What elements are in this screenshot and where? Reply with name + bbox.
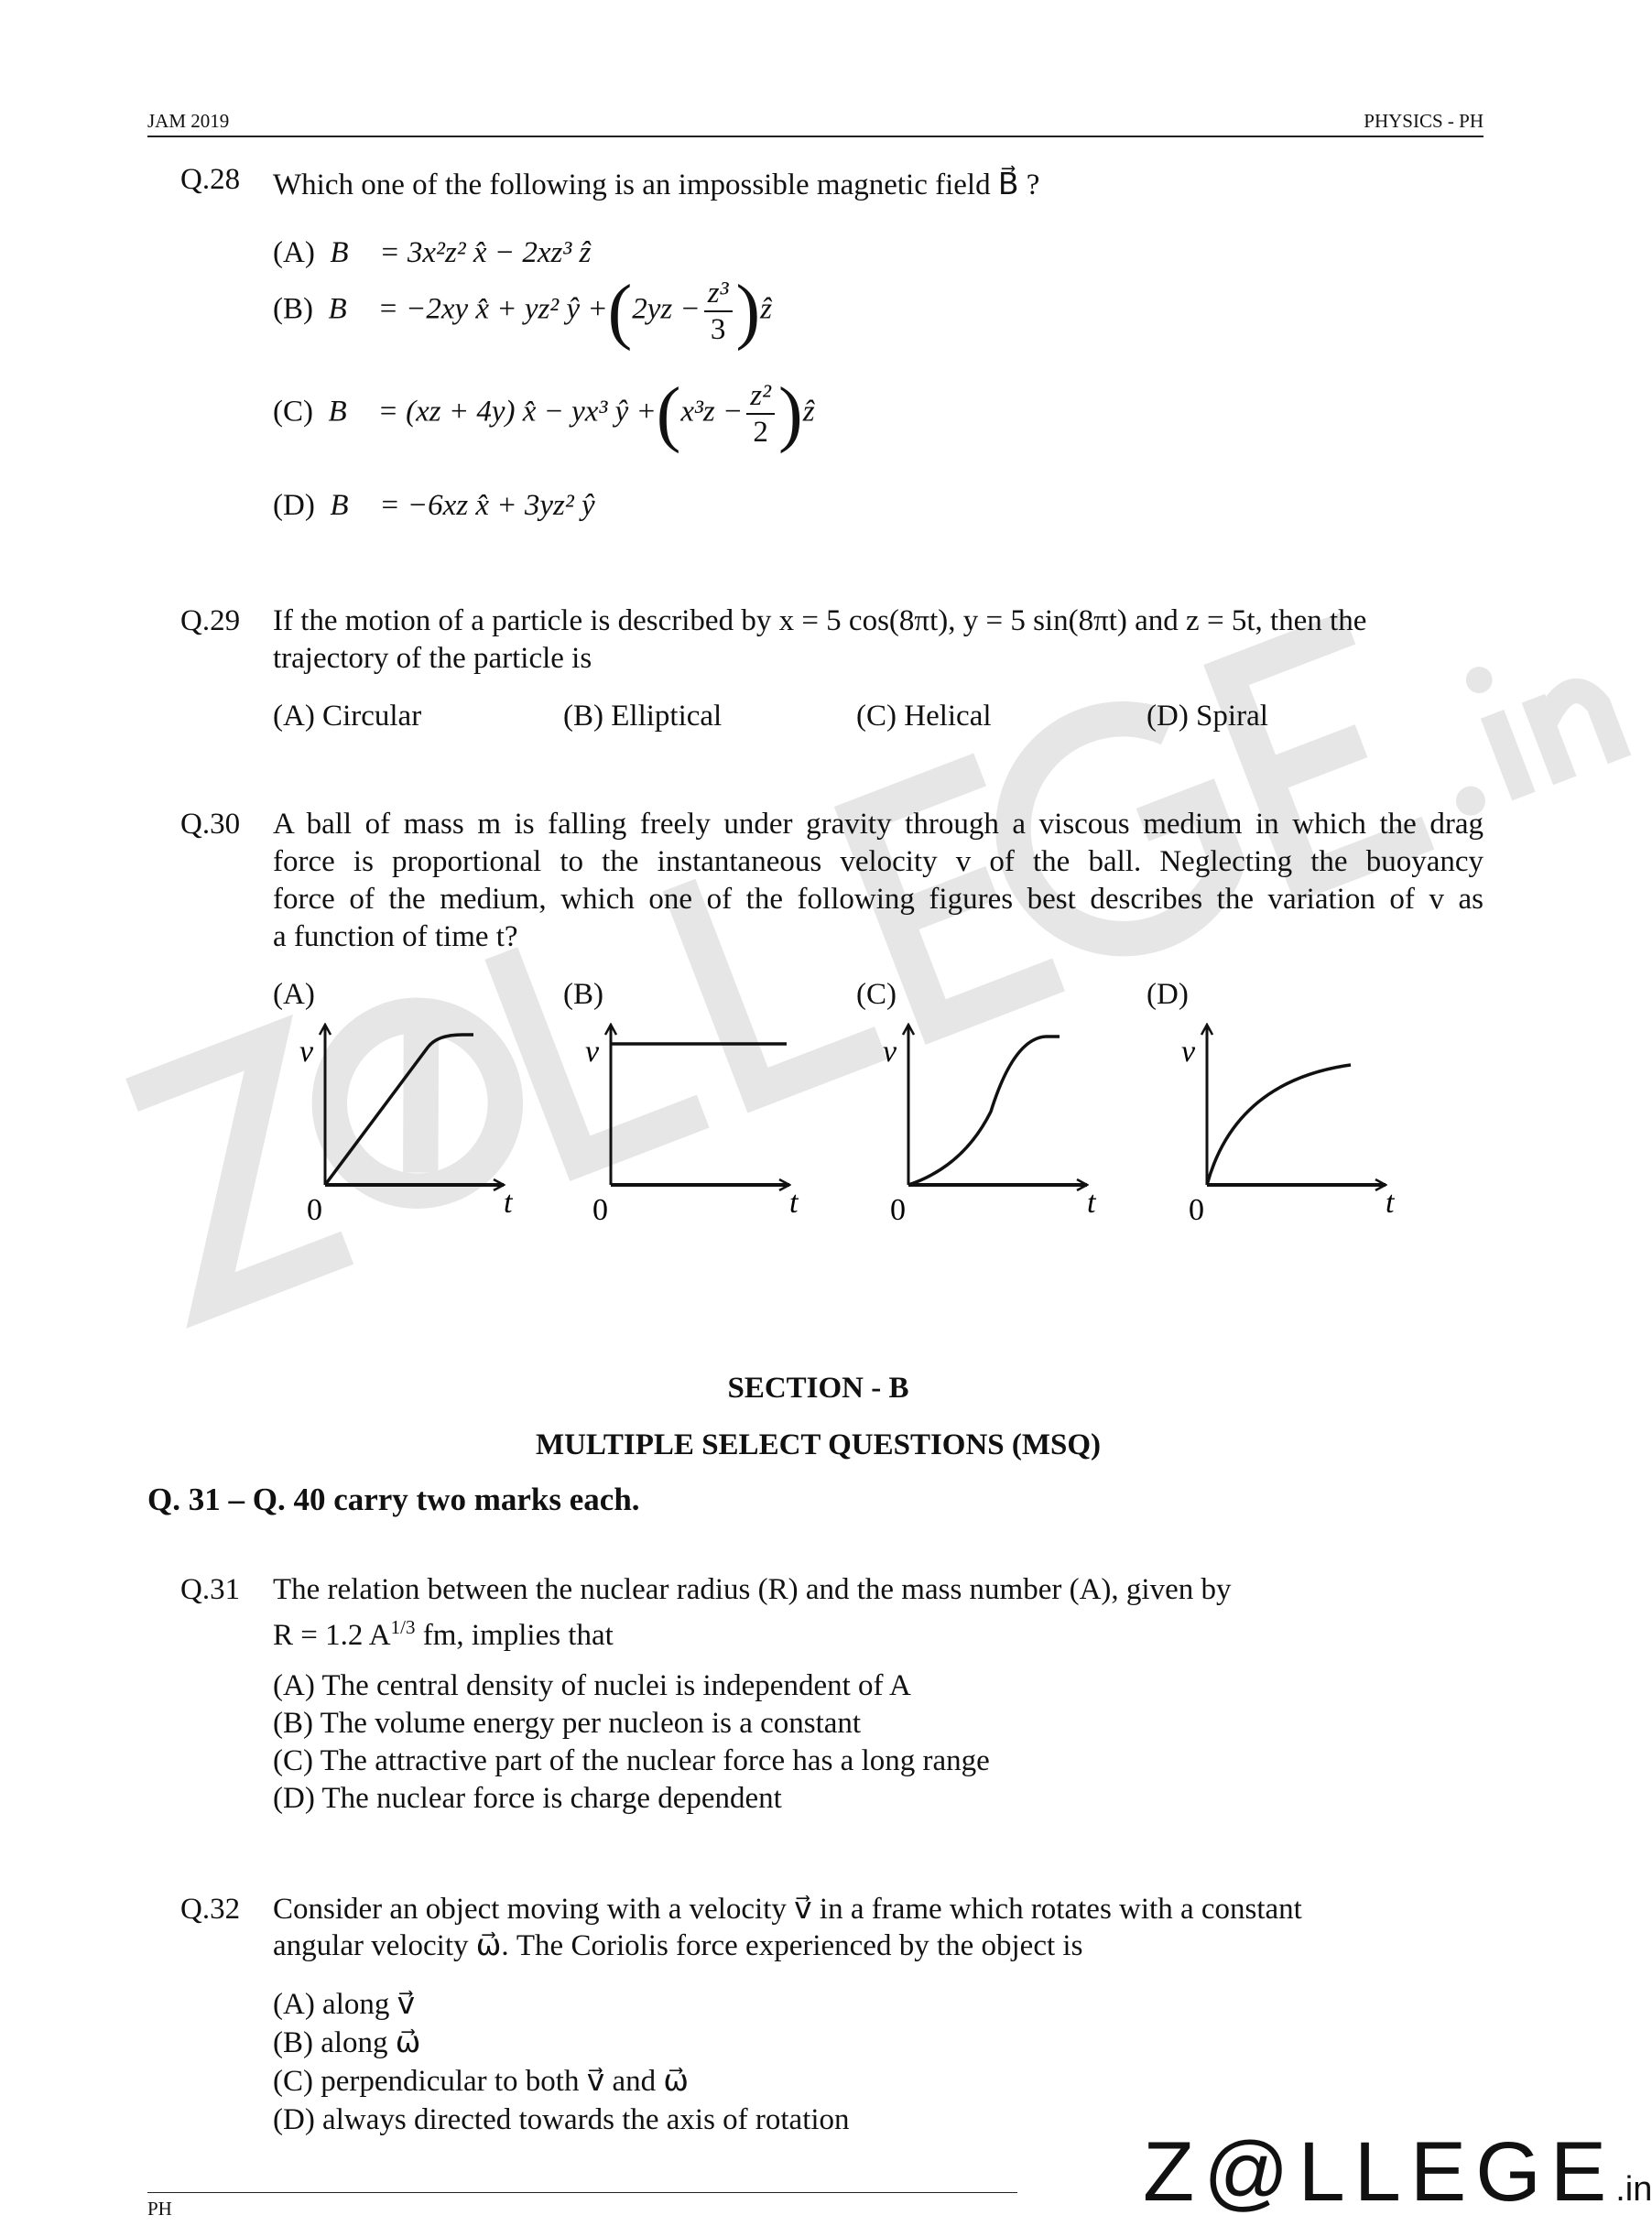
q30-graph-c-label: (C) [856,978,897,1011]
q32-option-b: (B) along ω⃗ [273,2026,421,2059]
q29-option-c: (C) Helical [856,700,992,733]
graph-d-xlabel: t [1386,1186,1395,1220]
q30-number: Q.30 [180,808,241,841]
header-exam: JAM 2019 [147,110,230,132]
q32-number: Q.32 [180,1893,241,1926]
q28-text: Which one of the following is an impossible magnetic field B⃗ ? [273,168,1040,201]
q31-option-d: (D) The nuclear force is charge dependent [273,1782,782,1815]
graph-b-xlabel: t [789,1186,799,1220]
q29-line2: trajectory of the particle is [273,642,592,675]
q29-option-b: (B) Elliptical [563,700,723,733]
graph-d-curve [1207,1065,1351,1185]
q32-option-d: (D) always directed towards the axis of rotation [273,2103,850,2136]
q30-graphs [275,1016,1557,1245]
header-divider [147,136,1484,137]
q29-number: Q.29 [180,604,241,637]
q30-graph-d-label: (D) [1147,978,1189,1011]
watermark-letter-n [1533,678,1619,781]
q28-option-a: (A) B⃗ = 3x²z² x̂ − 2xz³ ẑ [273,236,592,269]
section-subtitle: MULTIPLE SELECT QUESTIONS (MSQ) [535,1428,1102,1461]
section-title: SECTION - B [727,1372,909,1405]
graph-c-ylabel: v [883,1035,897,1069]
watermark-i-dot [1462,663,1496,697]
graph-c-curve [908,1037,1060,1185]
q30-graph-b-label: (B) [563,978,603,1011]
q28-option-c: (C) B⃗ = (xz + 4y) x̂ − yx³ ŷ +(x³z − $\frac{\text{z²}}{2}$ )ẑ [273,374,815,454]
q31-line1: The relation between the nuclear radius (R) and the mass number (A), given by [273,1573,1232,1606]
q29-line1: If the motion of a particle is described by x = 5 cos(8πt), y = 5 sin(8πt) and z = 5t, then the [273,604,1367,637]
graph-a-ylabel: v [299,1035,314,1069]
q31-number: Q.31 [180,1573,241,1606]
q31-option-a: (A) The central density of nuclei is independent of A [273,1669,911,1702]
q31-line2: R = 1.2 $A^{1/3}$ fm, implies that [273,1616,614,1652]
graph-b-origin: 0 [592,1193,608,1227]
graph-c-origin: 0 [890,1193,906,1227]
section-marks: Q. 31 – Q. 40 carry two marks each. [147,1482,640,1517]
header-subject: PHYSICS - PH [1364,110,1484,132]
zollege-logo: Z@LLEGE.in [1143,2125,1652,2219]
graph-c-xlabel: t [1087,1186,1096,1220]
q31-option-b: (B) The volume energy per nucleon is a constant [273,1707,862,1740]
footer-divider [147,2192,1017,2193]
q30-line4: a function of time t? [273,920,518,953]
q32-line2: angular velocity ω⃗. The Coriolis force experienced by the object is [273,1929,1083,1962]
q30-graph-a-label: (A) [273,978,315,1011]
q30-line2: force is proportional to the instantaneous velocity v of the ball. Neglecting the buoyancy [273,845,1484,878]
q29-option-a: (A) Circular [273,700,422,733]
q30-line3: force of the medium, which one of the following figures best describes the variation of v as [273,883,1484,916]
graph-b-ylabel: v [585,1035,600,1069]
q29-option-d: (D) Spiral [1147,700,1268,733]
q28-option-d: (D) B⃗ = −6xz x̂ + 3yz² ŷ [273,489,595,522]
q31-option-c: (C) The attractive part of the nuclear force has a long range [273,1744,990,1777]
q28-option-b: (B) B⃗ = −2xy x̂ + yz² ŷ +(2yz − $\frac{\text{z³}}{3}$ )ẑ [273,271,773,352]
graph-a-origin: 0 [307,1193,322,1227]
q28-number: Q.28 [180,163,241,196]
graph-a-xlabel: t [504,1186,513,1220]
graph-a-curve [325,1035,473,1185]
watermark-letter-i [1493,714,1524,797]
q32-line1: Consider an object moving with a velocity v⃗ in a frame which rotates with a constant [273,1893,1302,1926]
q32-option-a: (A) along v⃗ [273,1988,416,2021]
graph-d-ylabel: v [1181,1035,1196,1069]
footer-code: PH [147,2198,172,2220]
q32-option-c: (C) perpendicular to both v⃗ and ω⃗ [273,2065,690,2098]
graph-d-origin: 0 [1189,1193,1204,1227]
q30-line1: A ball of mass m is falling freely under gravity through a viscous medium in which the drag [273,808,1484,841]
